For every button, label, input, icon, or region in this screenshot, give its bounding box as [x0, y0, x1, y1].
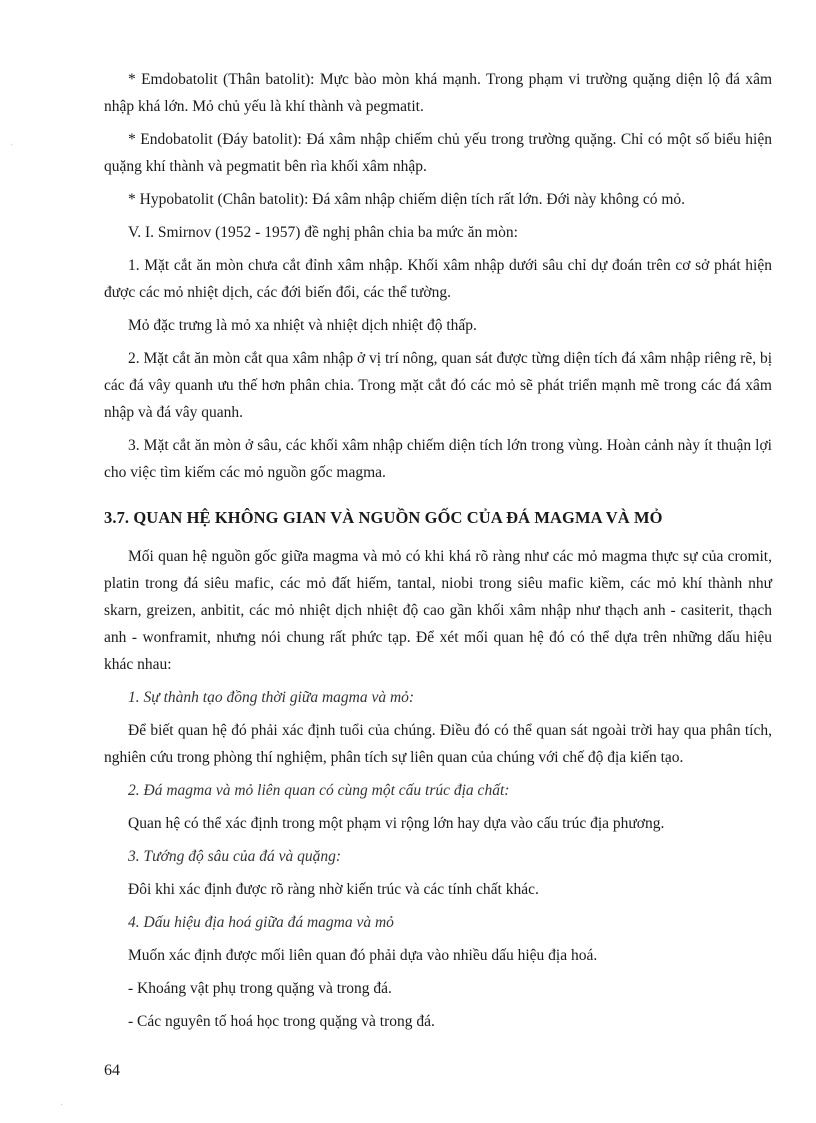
paragraph-smirnov: V. I. Smirnov (1952 - 1957) đề nghị phân chia ba mức ăn mòn:: [128, 224, 518, 241]
sign-3-title: 3. Tướng độ sâu của đá và quặng:: [128, 848, 342, 865]
sign-2-title: 2. Đá magma và mỏ liên quan có cùng một cấu trúc địa chất:: [128, 782, 510, 799]
sign-4-title: 4. Dấu hiệu địa hoá giữa đá magma và mỏ: [128, 914, 394, 931]
paragraph-erosion-level-3: 3. Mặt cắt ăn mòn ở sâu, các khối xâm nhập chiếm diện tích lớn trong vùng. Hoàn cảnh này ít thuận lợi cho việc tìm kiếm các mỏ nguồn gốc magma.: [104, 437, 772, 481]
sign-4-text: Muốn xác định được mối liên quan đó phải dựa vào nhiều dấu hiệu địa hoá.: [128, 947, 598, 964]
paragraph-endobatolit: * Endobatolit (Đáy batolit): Đá xâm nhập chiếm chủ yếu trong trường quặng. Chỉ có một số biểu hiện quặng khí thành và pegmatit bên rìa khối xâm nhập.: [104, 131, 772, 175]
paragraph-hypobatolit: * Hypobatolit (Chân batolit): Đá xâm nhập chiếm diện tích rất lớn. Đới này không có mỏ.: [128, 191, 686, 208]
scan-speck: ·: [10, 140, 14, 151]
paragraph-typical-deposit: Mỏ đặc trưng là mỏ xa nhiệt và nhiệt dịch nhiệt độ thấp.: [128, 317, 477, 334]
paragraph-erosion-level-1: 1. Mặt cắt ăn mòn chưa cắt đỉnh xâm nhập. Khối xâm nhập dưới sâu chỉ dự đoán trên cơ sở phát hiện được các mỏ nhiệt dịch, các đới biến đổi, các thể tường.: [104, 257, 772, 301]
scan-speck: ·: [60, 1100, 64, 1111]
page-number: 64: [104, 1062, 120, 1079]
paragraph-emdobatolit: * Emdobatolit (Thân batolit): Mực bào mòn khá mạnh. Trong phạm vi trường quặng diện lộ đá xâm nhập khá lớn. Mỏ chủ yếu là khí thành và pegmatit.: [104, 71, 772, 115]
sign-1-text: Để biết quan hệ đó phải xác định tuổi của chúng. Điều đó có thể quan sát ngoài trời hay qua phân tích, nghiên cứu trong phòng thí nghiệm, phân tích sự liên quan của chúng với chế độ địa kiến tạo.: [104, 722, 772, 766]
paragraph-erosion-level-2: 2. Mặt cắt ăn mòn cắt qua xâm nhập ở vị trí nông, quan sát được từng diện tích đá xâm nhập riêng rẽ, bị các đá vây quanh ưu thế hơn phân chia. Trong mặt cắt đó các mỏ sẽ phát triển mạnh mẽ trong các đá xâm nhập và đá vây quanh.: [104, 350, 772, 421]
sign-3-text: Đôi khi xác định được rõ ràng nhờ kiến trúc và các tính chất khác.: [128, 881, 539, 898]
sign-2-text: Quan hệ có thể xác định trong một phạm vi rộng lớn hay dựa vào cấu trúc địa phương.: [128, 815, 665, 832]
bullet-chemical-elements: - Các nguyên tố hoá học trong quặng và trong đá.: [128, 1013, 435, 1030]
sign-1-title: 1. Sự thành tạo đồng thời giữa magma và mỏ:: [128, 689, 415, 706]
paragraph-intro: Mối quan hệ nguồn gốc giữa magma và mỏ có khi khá rõ ràng như các mỏ magma thực sự của cromit, platin trong đá siêu mafic, các mỏ đất hiếm, tantal, niobi trong siêu mafic kiềm, các mỏ khí thành như skarn, greizen, anbitit, các mỏ nhiệt dịch nhiệt độ cao gần khối xâm nhập như thạch anh - casiterit, thạch anh - wonframit, nhưng nói chung rất phức tạp. Để xét mối quan hệ đó có thể dựa trên những dấu hiệu khác nhau:: [104, 548, 772, 673]
bullet-accessory-minerals: - Khoáng vật phụ trong quặng và trong đá.: [128, 980, 392, 997]
section-heading: 3.7. QUAN HỆ KHÔNG GIAN VÀ NGUỒN GỐC CỦA ĐÁ MAGMA VÀ MỎ: [104, 508, 663, 527]
page-body: [104, 66, 772, 1035]
